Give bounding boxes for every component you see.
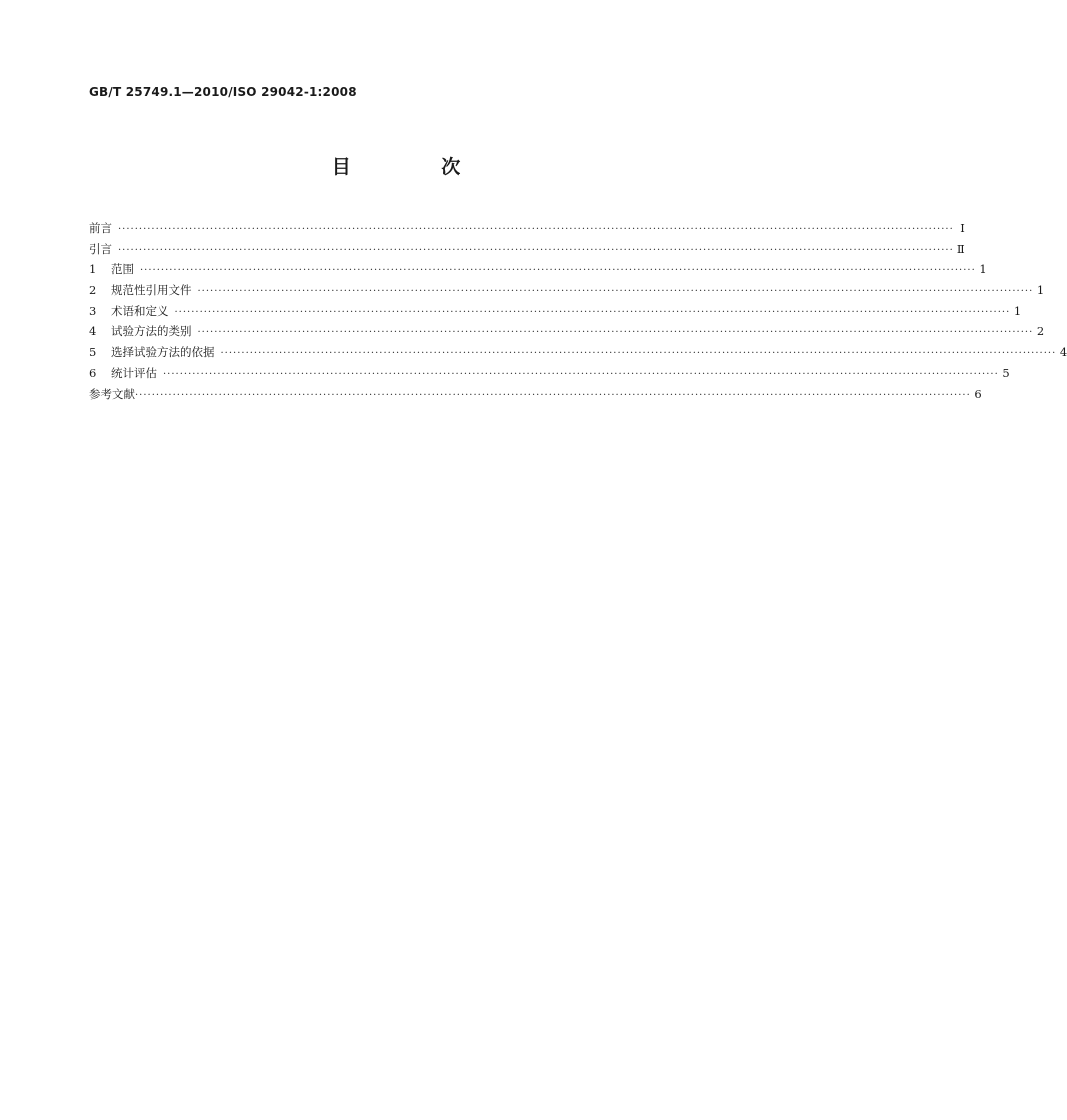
toc-entry-number: 6 (89, 365, 97, 380)
toc-entry-page: 1 (1013, 303, 1022, 318)
toc-entry-scope[interactable] (89, 259, 987, 280)
toc-entry-label: 引言 (89, 241, 112, 256)
toc-entry-statistical-evaluation[interactable] (89, 363, 1010, 384)
toc-entry-page: 4 (1059, 345, 1067, 360)
dot-leader: ········································································································································································································ (197, 327, 1034, 339)
toc-entry-bibliography[interactable] (89, 384, 982, 405)
toc-entry-page: Ⅰ (960, 221, 965, 235)
toc-entry-introduction[interactable] (89, 239, 965, 260)
dot-leader: ········································································································································································································ (135, 389, 971, 401)
toc-entry-page: 1 (979, 262, 987, 277)
toc-entry-label: 范围 (111, 262, 134, 277)
toc-entry-number: 4 (89, 324, 97, 339)
table-of-contents (89, 218, 1067, 404)
dot-leader: ········································································································································································································ (197, 286, 1034, 298)
dot-leader: ········································································································································································································ (140, 265, 976, 277)
dot-leader: ········································································································································································································ (118, 224, 954, 235)
toc-entry-number: 1 (89, 262, 97, 277)
toc-entry-number: 2 (89, 283, 97, 298)
toc-entry-label: 前言 (89, 221, 112, 235)
toc-entry-label: 选择试验方法的依据 (111, 345, 215, 360)
dot-leader: ········································································································································································································ (220, 348, 1057, 360)
toc-entry-label: 统计评估 (111, 365, 157, 380)
toc-entry-terms-definitions[interactable] (89, 301, 1022, 322)
toc-entry-label: 试验方法的类别 (111, 324, 192, 339)
toc-entry-foreword[interactable] (89, 218, 965, 239)
toc-entry-label: 术语和定义 (111, 303, 169, 318)
toc-entry-page: 6 (974, 386, 982, 401)
toc-entry-page: 1 (1036, 283, 1045, 298)
toc-entry-number: 5 (89, 345, 97, 360)
dot-leader: ········································································································································································································ (174, 306, 1011, 318)
page-title: 目 次 (331, 156, 503, 178)
standard-code-header: GB/T 25749.1—2010/ISO 29042-1:2008 (89, 85, 357, 99)
toc-entry-label: 规范性引用文件 (111, 283, 192, 298)
toc-entry-page: 5 (1002, 365, 1010, 380)
toc-entry-method-selection-basis[interactable] (89, 342, 1067, 363)
toc-entry-test-method-categories[interactable] (89, 321, 1045, 342)
toc-entry-number: 3 (89, 303, 97, 318)
toc-entry-normative-references[interactable] (89, 280, 1045, 301)
toc-entry-page: Ⅱ (956, 241, 965, 256)
dot-leader: ········································································································································································································ (118, 244, 954, 256)
toc-entry-page: 2 (1036, 324, 1045, 339)
dot-leader: ········································································································································································································ (163, 368, 999, 380)
toc-entry-label: 参考文献 (89, 386, 135, 401)
